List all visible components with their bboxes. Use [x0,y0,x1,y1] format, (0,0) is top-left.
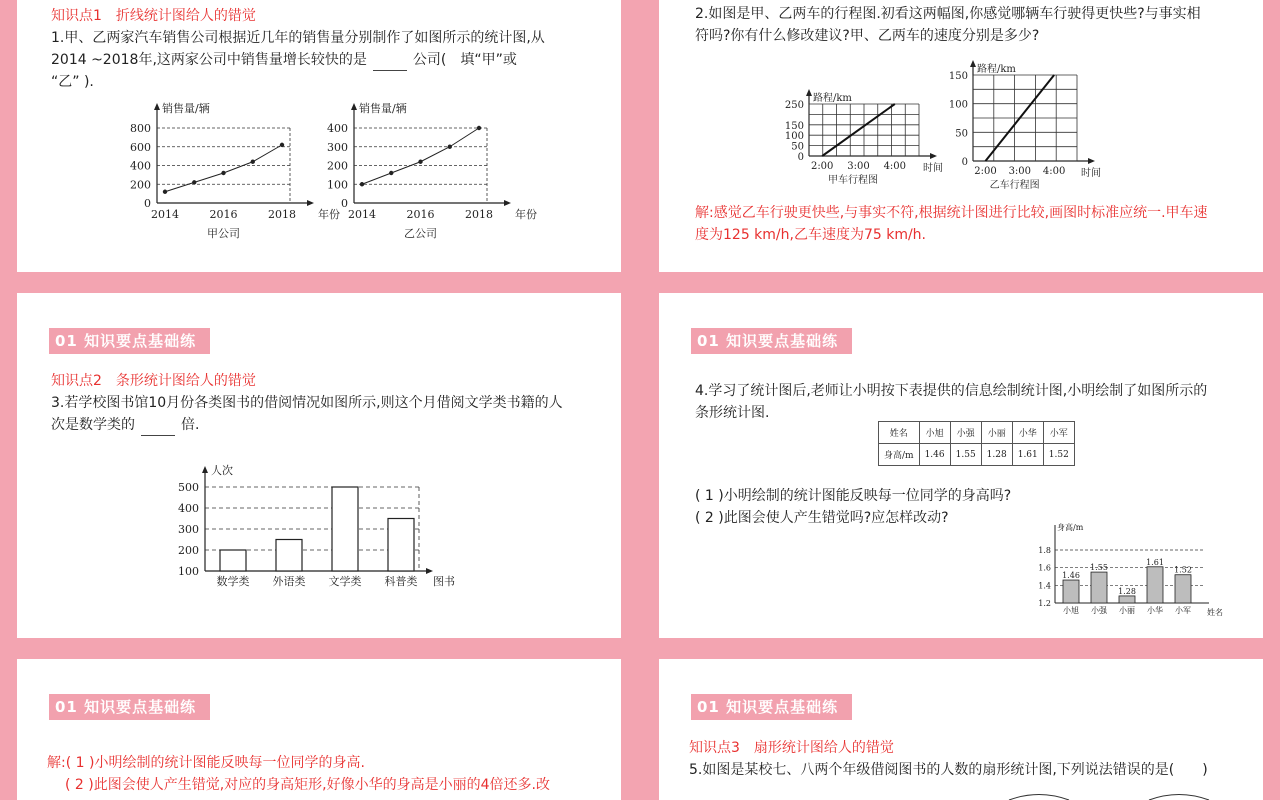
question-text-line: 5.如图是某校七、八两个年级借阅图书的人数的扇形统计图,下列说法错误的是( ) [689,762,1208,778]
table-cell: 小军 [1043,422,1074,444]
x-tick-label: 3:00 [1008,166,1032,177]
x-tick-label: 小强 [1091,606,1107,615]
data-label: 1.46 [1062,571,1080,581]
y-tick-label: 1.8 [1038,546,1051,555]
table-cell: 小丽 [981,422,1012,444]
pie-chart-partial [999,793,1229,800]
x-axis-arrow [1088,158,1095,164]
y-tick-label: 250 [784,100,804,111]
chart-caption: 乙公司 [404,227,437,240]
table-cell: 1.46 [919,444,950,466]
knowledge-heading: 知识点3 扇形统计图给人的错觉 [689,740,894,756]
answer-text-line: 度为125 km/h,乙车速度为75 km/h. [695,227,927,243]
x-axis-arrow [930,153,937,159]
table-cell: 身高/m [879,444,920,466]
y-tick-label: 50 [955,128,968,140]
chart-caption: 甲车行程图 [828,175,878,186]
table-cell: 1.28 [981,444,1012,466]
y-tick-label: 600 [130,140,151,154]
data-label: 1.61 [1146,557,1164,567]
y-axis-label: 身高/m [1057,523,1084,532]
data-line [165,145,282,192]
bar [220,550,246,571]
y-tick-label: 0 [961,157,968,168]
sub-question: ( 1 )小明绘制的统计图能反映每一位同学的身高吗? [695,488,1012,504]
x-axis-arrow [426,568,433,574]
bar [388,519,414,572]
table-cell: 小强 [950,422,981,444]
data-point [360,182,364,186]
y-tick-label: 0 [341,197,348,210]
table-cell: 小华 [1012,422,1043,444]
data-label: 1.52 [1174,565,1192,575]
slide-panel-4 [659,293,1263,638]
data-point [221,171,225,175]
data-point [280,143,284,147]
y-tick-label: 100 [784,131,804,143]
y-tick-label: 1.6 [1038,563,1051,573]
y-axis-label: 路程/km [977,64,1016,75]
x-axis-label: 时间 [1081,168,1101,179]
slide-panel-5 [17,659,621,800]
slide-panel-3 [17,293,621,638]
data-point [192,180,196,184]
table-cell: 1.55 [950,444,981,466]
answer-text-line: 解:( 1 )小明绘制的统计图能反映每一位同学的身高. [47,755,365,771]
y-tick-label: 100 [948,99,968,111]
x-axis-arrow [504,200,511,206]
y-tick-label: 300 [178,523,199,536]
x-tick-label: 数学类 [216,575,250,588]
y-tick-label: 200 [327,159,348,173]
y-tick-label: 1.4 [1038,581,1051,591]
bar [276,540,302,572]
answer-blank [141,421,175,436]
y-tick-label: 50 [791,141,804,153]
x-tick-label: 2:00 [974,166,997,177]
question-text-line: 次是数学类的 倍. [51,414,199,436]
x-tick-label: 4:00 [883,161,907,172]
data-point [389,171,393,175]
y-tick-label: 500 [178,481,199,494]
question-text-line: 4.学习了统计图后,老师让小明按下表提供的信息绘制统计图,小明绘制了如图所示的 [695,383,1208,399]
y-axis-arrow [970,60,976,67]
y-axis-label: 路程/km [813,93,852,104]
x-tick-label: 科普类 [384,575,418,588]
x-axis-label: 图书 [433,575,455,588]
question-text-line: 1.甲、乙两家汽车销售公司根据近几年的销售量分别制作了如图所示的统计图,从 [51,30,545,46]
table-cell: 1.52 [1043,444,1074,466]
y-axis-label: 销售量/辆 [162,102,210,115]
x-tick-label: 2016 [209,208,238,221]
line-chart-company-b [309,98,539,248]
data-label: 1.28 [1118,586,1136,596]
question-text-line: “乙” ). [51,74,94,90]
bar [1119,596,1135,603]
x-tick-label: 小军 [1175,606,1191,615]
data-line [362,128,479,184]
y-axis-label: 销售量/辆 [359,102,407,115]
bar [1147,567,1163,603]
sub-question: ( 2 )此图会使人产生错觉吗?应怎样改动? [695,510,949,526]
data-point [477,126,481,130]
slide-panel-1 [17,0,621,272]
x-tick-label: 小旭 [1063,606,1079,615]
data-line [822,104,895,156]
y-tick-label: 400 [327,122,348,135]
table-cell: 小旭 [919,422,950,444]
slide-panel-2 [659,0,1263,272]
section-tag: 01 知识要点基础练 [691,328,852,354]
y-tick-label: 400 [178,502,199,515]
line-chart-company-a [112,98,342,248]
x-tick-label: 小丽 [1119,606,1135,615]
section-tag: 01 知识要点基础练 [49,694,210,720]
x-tick-label: 2014 [151,208,179,221]
x-axis-label: 姓名 [1207,608,1223,617]
question-text-line: 符吗?你有什么修改建议?甲、乙两车的速度分别是多少? [695,28,1040,44]
table-cell: 1.61 [1012,444,1043,466]
knowledge-heading: 知识点2 条形统计图给人的错觉 [51,373,256,389]
y-axis-label: 人次 [211,464,233,477]
data-point [163,190,167,194]
data-point [251,160,255,164]
question-text-line: 2014 ~2018年,这两家公司中销售量增长较快的是 公司( 填“甲”或 [51,49,517,71]
data-label: 1.55 [1090,563,1108,573]
answer-text-line: 解:感觉乙车行驶更快些,与事实不符,根据统计图进行比较,画图时标准应统一.甲车速 [695,205,1208,221]
bar-chart-library [167,463,467,593]
x-tick-label: 小华 [1147,606,1163,615]
x-axis-label: 年份 [318,208,340,221]
section-tag: 01 知识要点基础练 [691,694,852,720]
bar [1175,575,1191,603]
answer-text-line: ( 2 )此图会使人产生错觉,对应的身高矩形,好像小华的身高是小丽的4倍还多.改 [65,777,550,793]
x-tick-label: 文学类 [328,575,362,588]
y-tick-label: 150 [948,71,968,82]
table-row [879,444,1075,466]
data-point [418,160,422,164]
x-tick-label: 外语类 [272,575,306,588]
x-tick-label: 2018 [465,208,493,221]
y-tick-label: 0 [144,197,151,210]
x-tick-label: 3:00 [847,161,870,172]
question-text-line: 条形统计图. [695,405,770,421]
answer-blank [373,56,407,71]
x-axis-label: 时间 [923,163,943,174]
y-tick-label: 100 [178,565,199,578]
height-table [878,421,1075,466]
y-tick-label: 800 [130,122,151,135]
bar [332,487,358,571]
x-tick-label: 2014 [348,208,376,221]
y-axis-arrow [806,89,812,96]
data-point [448,145,452,149]
x-tick-label: 4:00 [1042,166,1066,177]
bar [1063,580,1079,603]
x-axis-label: 年份 [515,208,537,221]
x-tick-label: 2:00 [810,161,834,172]
bar [1091,572,1107,603]
y-tick-label: 200 [130,178,151,192]
table-cell: 姓名 [879,422,920,444]
distance-chart-car-b [943,55,1118,195]
y-tick-label: 150 [784,120,804,132]
y-axis-arrow [351,103,357,110]
x-tick-label: 2018 [268,208,296,221]
chart-caption: 乙车行程图 [989,180,1040,191]
x-tick-label: 2016 [406,208,435,221]
y-tick-label: 1.2 [1038,599,1051,608]
knowledge-heading: 知识点1 折线统计图给人的错觉 [51,8,256,24]
y-tick-label: 0 [797,152,804,163]
question-text-line: 3.若学校图书馆10月份各类图书的借阅情况如图所示,则这个月借阅文学类书籍的人 [51,395,563,411]
bar-chart-heights [1031,521,1221,621]
table-row [879,422,1075,444]
y-tick-label: 200 [178,544,199,557]
slide-panel-6 [659,659,1263,800]
section-tag: 01 知识要点基础练 [49,328,210,354]
y-tick-label: 100 [327,178,348,192]
chart-caption: 甲公司 [207,227,240,240]
y-tick-label: 300 [327,140,348,154]
y-axis-arrow [202,466,208,473]
distance-chart-car-a [784,80,957,195]
question-text-line: 2.如图是甲、乙两车的行程图.初看这两幅图,你感觉哪辆车行驶得更快些?与事实相 [695,6,1201,22]
y-axis-arrow [154,103,160,110]
y-tick-label: 400 [130,159,151,173]
